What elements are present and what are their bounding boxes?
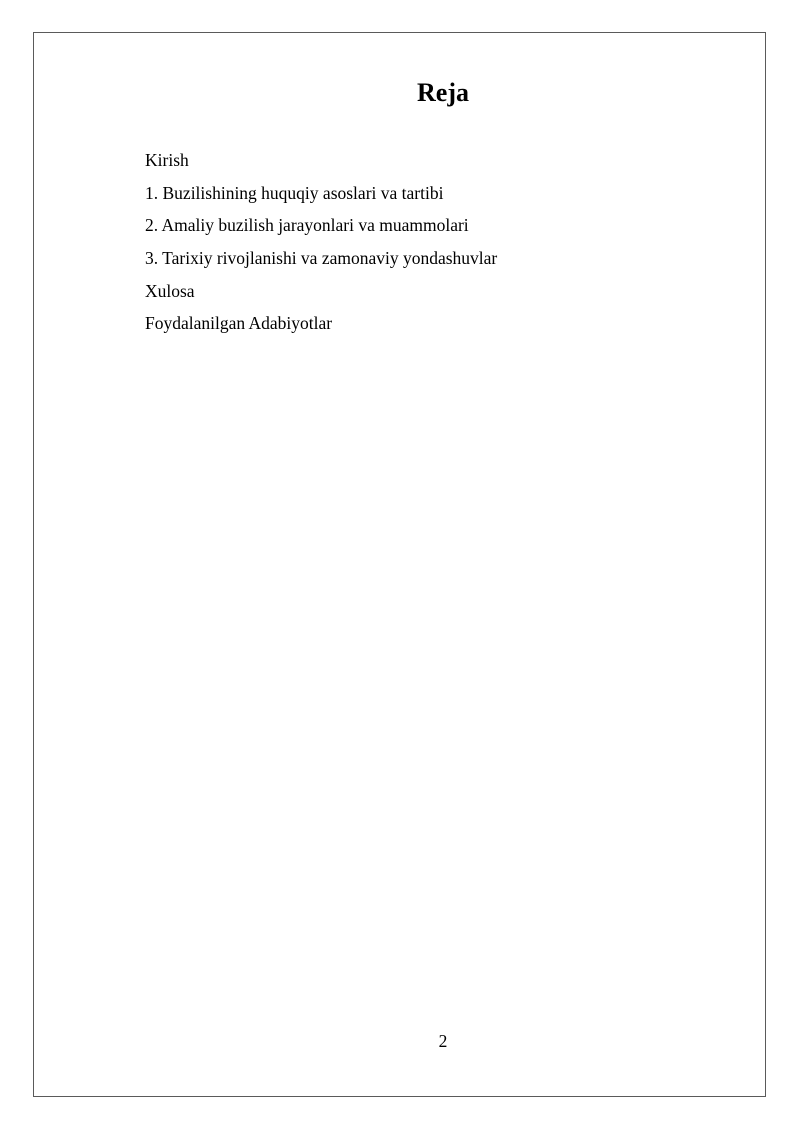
toc-item-introduction: Kirish bbox=[145, 150, 189, 170]
toc-item-chapter-1: 1. Buzilishining huquqiy asoslari va tartibi bbox=[145, 182, 444, 203]
page-number: 2 bbox=[438, 1031, 448, 1051]
toc-item-chapter-3: 3. Tarixiy rivojlanishi va zamonaviy yondashuvlar bbox=[145, 248, 498, 269]
table-of-contents bbox=[145, 144, 497, 340]
toc-item-references: Foydalanilgan Adabiyotlar bbox=[145, 313, 333, 334]
toc-item-chapter-2: 2. Amaliy buzilish jarayonlari va muammolari bbox=[145, 215, 469, 236]
toc-item-conclusion: Xulosa bbox=[145, 280, 195, 301]
page-title: Reja bbox=[417, 78, 469, 107]
